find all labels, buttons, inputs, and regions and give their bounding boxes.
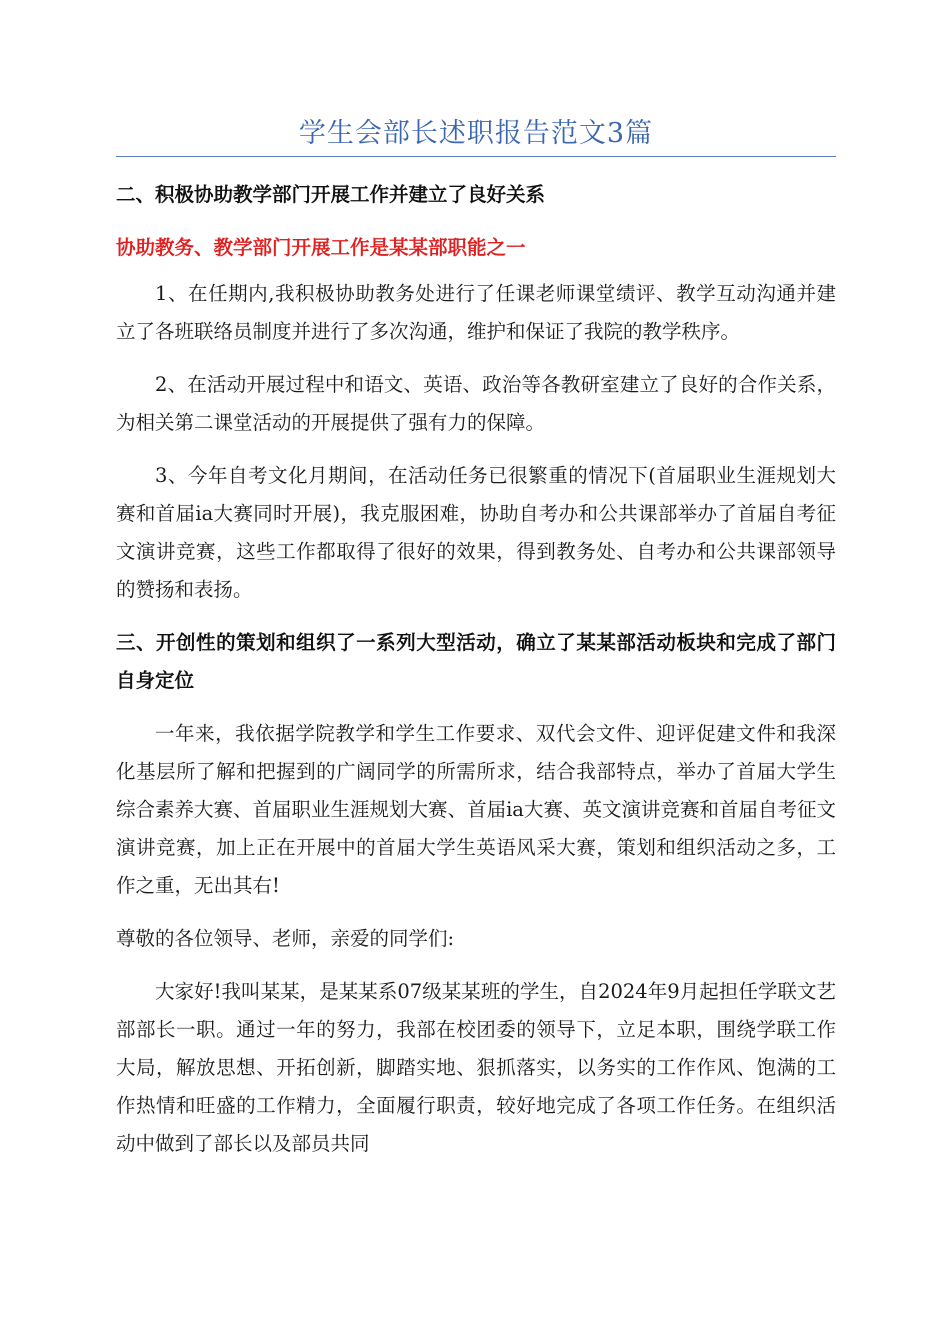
paragraph-item-2: 2、在活动开展过程中和语文、英语、政治等各教研室建立了良好的合作关系，为相关第二课堂活动的开展提供了强有力的保障。 [116,373,836,434]
red-subheading: 协助教务、教学部门开展工作是某某部职能之一 [116,236,526,259]
title-underline [116,156,836,157]
document-body [116,176,836,1178]
section-heading-3: 三、开创性的策划和组织了一系列大型活动，确立了某某部活动板块和完成了部门自身定位 [116,631,836,692]
paragraph-item-1: 1、在任期内,我积极协助教务处进行了任课老师课堂绩评、教学互动沟通并建立了各班联络员制度并进行了多次沟通，维护和保证了我院的教学秩序。 [116,282,836,343]
section-heading-2: 二、积极协助教学部门开展工作并建立了良好关系 [116,183,546,206]
greeting-line: 尊敬的各位领导、老师，亲爱的同学们: [116,927,455,950]
paragraph-item-3: 3、今年自考文化月期间，在活动任务已很繁重的情况下(首届职业生涯规划大赛和首届ia大赛同时开展)，我克服困难，协助自考办和公共课部举办了首届自考征文演讲竞赛，这些工作都取得了很好的效果，得到教务处、自考办和公共课部领导的赞扬和表扬。 [116,464,836,601]
paragraph-section-3: 一年来，我依据学院教学和学生工作要求、双代会文件、迎评促建文件和我深化基层所了解和把握到的广阔同学的所需所求，结合我部特点，举办了首届大学生综合素养大赛、首届职业生涯规划大赛、首届ia大赛、英文演讲竞赛和首届自考征文演讲竞赛，加上正在开展中的首届大学生英语风采大赛，策划和组织活动之多，工作之重，无出其右! [116,722,836,897]
document-title: 学生会部长述职报告范文3篇 [298,118,654,149]
intro-paragraph: 大家好!我叫某某，是某某系07级某某班的学生，自2024年9月起担任学联文艺部部长一职。通过一年的努力，我部在校团委的领导下，立足本职，围绕学联工作大局，解放思想、开拓创新，脚踏实地、狠抓落实，以务实的工作作风、饱满的工作热情和旺盛的工作精力，全面履行职责，较好地完成了各项工作任务。在组织活动中做到了部长以及部员共同 [116,980,836,1155]
